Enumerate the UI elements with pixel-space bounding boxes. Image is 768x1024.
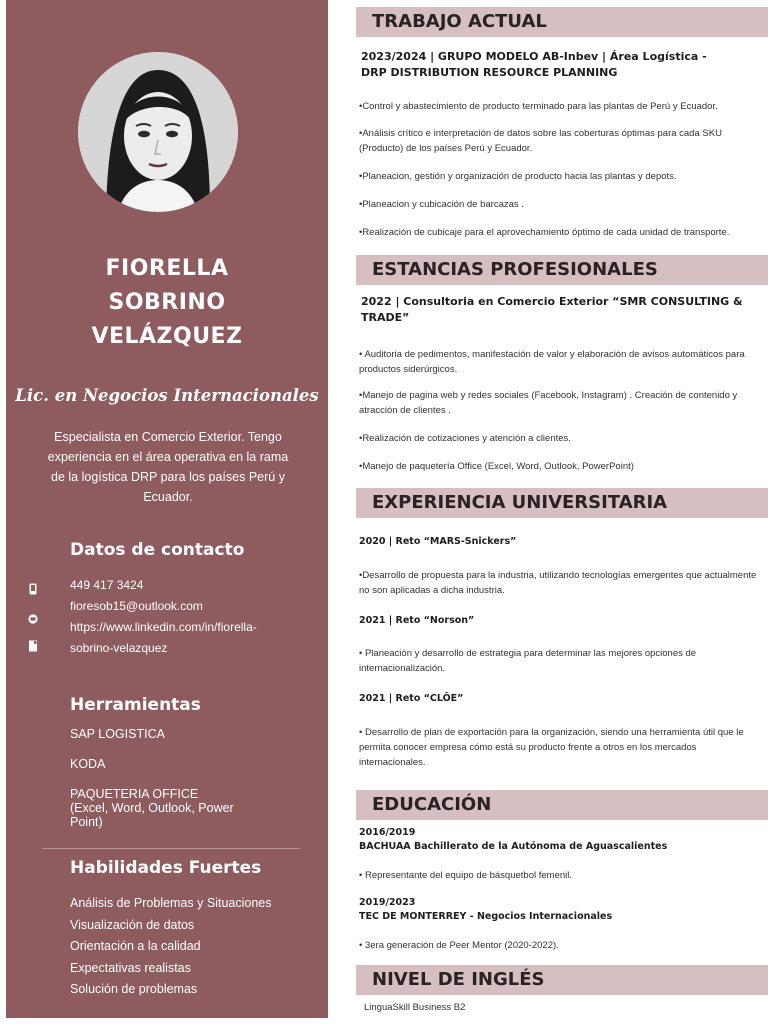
- skill-item: Análisis de Problemas y Situaciones: [70, 896, 272, 910]
- skill-item: Expectativas realistas: [70, 960, 191, 975]
- internship-bullet: • Auditoria de pedimentos, manifestación de valor y elaboración de avisos automáticos para productos siderúrgicos.: [359, 349, 745, 375]
- education-heading: EDUCACIÓN: [356, 790, 768, 820]
- email-address[interactable]: fioresob15@outlook.com: [70, 599, 203, 613]
- internship-title-line-1: 2022 | Consultoria en Comercio Exterior “SMR CONSULTING &: [361, 295, 743, 308]
- phone-number[interactable]: 449 417 3424: [70, 578, 144, 592]
- skills-list: [70, 893, 272, 1001]
- contact-details: [70, 575, 257, 659]
- university-entry-desc: • Desarrollo de plan de exportación para la organización, siendo una herramienta útil que le permita conocer empresa cómo está su producto frente a otros en los mercados internacionales.: [359, 727, 744, 768]
- tools-heading: Herramientas: [70, 695, 201, 715]
- phone-icon: [28, 583, 38, 595]
- internship-bullet: •Manejo de pagina web y redes sociales (Facebook, Instagram) . Creación de contenido y atracción de clientes .: [359, 390, 738, 416]
- current-job-title-line-2: DRP DISTRIBUTION RESOURCE PLANNING: [361, 66, 618, 79]
- internship-bullet: •Manejo de paquetería Office (Excel, Word, Outlook, PowerPoint): [359, 461, 634, 472]
- skill-item: Visualización de datos: [70, 917, 195, 932]
- sidebar: [6, 0, 328, 1018]
- internships-heading: ESTANCIAS PROFESIONALES: [356, 255, 768, 285]
- internship-title-line-2: TRADE”: [361, 311, 410, 324]
- university-entry-title: 2021 | Reto “CLÕE”: [359, 693, 464, 704]
- tool-item: PAQUETERIA OFFICE: [70, 787, 199, 801]
- education-note: • 3era generación de Peer Mentor (2020-2022).: [359, 940, 559, 951]
- candidate-name: [6, 252, 328, 354]
- profile-photo: [78, 52, 238, 212]
- university-heading: EXPERIENCIA UNIVERSITARIA: [356, 488, 768, 518]
- english-level: LinguaSkill Business B2: [364, 1002, 466, 1013]
- university-entry-title: 2020 | Reto “MARS-Snickers”: [359, 536, 517, 547]
- tool-item: KODA: [70, 757, 106, 771]
- internship-bullet: •Realización de cotizaciones y atención a clientes.: [359, 433, 571, 444]
- job-bullet: •Planeacion y cubicación de barcazas .: [359, 199, 524, 210]
- profile-photo-image: [78, 52, 238, 212]
- tool-detail-line-2: Point): [70, 815, 103, 829]
- degree-title: Lic. en Negocios Internacionales: [15, 386, 319, 405]
- tool-item: SAP LOGISTICA: [70, 727, 165, 741]
- job-bullet: •Análisis crítico e interpretación de datos sobre las coberturas óptimas para cada SKU (Producto) de los países Perú y Ecuador.: [359, 128, 722, 154]
- education-school: BACHUAA Bachillerato de la Autónoma de Aguascalientes: [359, 841, 668, 852]
- education-school: TEC DE MONTERREY - Negocios Internacionales: [359, 911, 613, 922]
- skill-item: Orientación a la calidad: [70, 939, 201, 953]
- university-entry-desc: •Desarrollo de propuesta para la industria, utilizando tecnologías emergentes que actualmente no son aplicadas a dicha industria.: [359, 570, 757, 596]
- skill-item: Solución de problemas: [70, 982, 198, 996]
- current-job-title-line-1: 2023/2024 | GRUPO MODELO AB-Inbev | Área Logística -: [361, 50, 707, 63]
- education-years: 2016/2019: [359, 827, 416, 838]
- tools-list: [70, 727, 310, 845]
- current-job-heading: TRABAJO ACTUAL: [356, 7, 768, 37]
- email-icon: [28, 613, 38, 625]
- tool-detail-line-1: (Excel, Word, Outlook, Power: [70, 801, 234, 815]
- university-entry-title: 2021 | Reto “Norson”: [359, 615, 475, 626]
- english-heading: NIVEL DE INGLÉS: [356, 965, 768, 995]
- job-bullet: •Control y abastecimiento de producto terminado para las plantas de Perú y Ecuador.: [359, 101, 718, 112]
- name-line-2: SOBRINO: [108, 290, 226, 315]
- profile-summary: Especialista en Comercio Exterior. Tengo experiencia en el área operativa en la rama de la logística DRP para los países Perú y Ecuador.: [47, 430, 289, 504]
- linkedin-icon: [28, 640, 38, 652]
- skills-heading: Habilidades Fuertes: [70, 858, 262, 878]
- name-line-1: FIORELLA: [105, 256, 229, 281]
- current-job-title: [361, 49, 757, 81]
- contact-heading: Datos de contacto: [70, 540, 245, 560]
- education-years: 2019/2023: [359, 897, 416, 908]
- linkedin-url-line-1[interactable]: https://www.linkedin.com/in/fiorella-: [70, 620, 257, 634]
- job-bullet: •Realización de cubicaje para el aprovechamiento óptimo de cada unidad de transporte.: [359, 227, 730, 238]
- internship-title: [361, 294, 757, 326]
- name-line-3: VELÁZQUEZ: [91, 324, 243, 349]
- job-bullet: •Planeacion, gestión y organización de producto hacia las plantas y depots.: [359, 171, 677, 182]
- university-entry-desc: • Planeación y desarrollo de estrategia para determinar las mejores opciones de internacionalización.: [359, 648, 697, 674]
- education-note: • Representante del equipo de básquetbol femenil.: [359, 870, 573, 881]
- linkedin-url-line-2[interactable]: sobrino-velazquez: [70, 641, 168, 655]
- sidebar-divider: [42, 848, 300, 849]
